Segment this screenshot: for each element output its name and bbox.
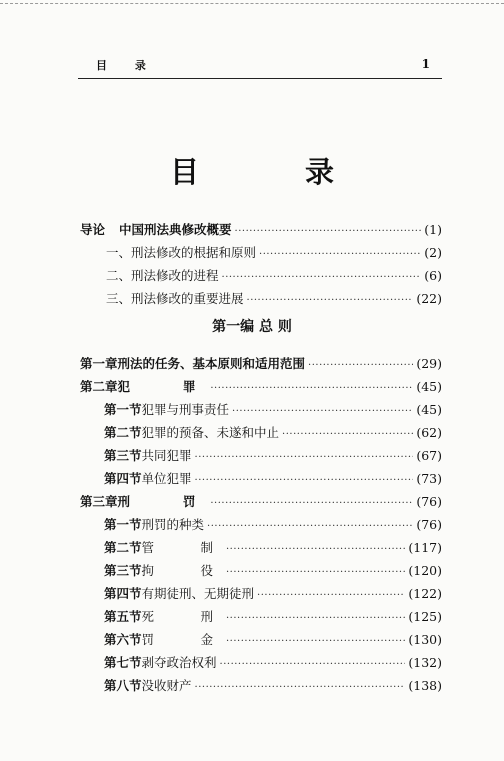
toc-entry-section[interactable] xyxy=(104,423,442,443)
toc-entry-section[interactable] xyxy=(104,584,442,604)
toc-entry-chapter-3[interactable] xyxy=(80,492,442,512)
toc-entry-intro-2[interactable] xyxy=(106,266,442,286)
toc-entry-page: (45) xyxy=(416,379,442,394)
running-header-page-number: 1 xyxy=(421,57,430,71)
toc-entry-page: (22) xyxy=(416,291,442,306)
toc-entry-section[interactable] xyxy=(104,676,442,696)
toc-entry-page: (2) xyxy=(424,245,442,260)
section-title: 犯罪的预备、未遂和中止 xyxy=(141,425,280,440)
section-label: 第三节 xyxy=(104,563,142,578)
toc-entry-page: (29) xyxy=(416,356,442,371)
leader-dots xyxy=(226,636,405,647)
leader-dots xyxy=(257,590,405,601)
toc-entry-section[interactable] xyxy=(104,607,442,627)
toc-entry-intro-title: 中国刑法典修改概要 xyxy=(119,222,232,237)
section-label: 第一节 xyxy=(104,517,142,532)
section-label: 第二节 xyxy=(104,425,142,440)
leader-dots xyxy=(259,249,421,260)
leader-dots xyxy=(282,429,413,440)
part-heading: 第一编 总 则 xyxy=(212,319,292,335)
leader-dots xyxy=(210,498,413,509)
scan-edge-line xyxy=(0,3,504,4)
chapter-title: 刑 罚 xyxy=(117,494,208,509)
toc-entry-page: (76) xyxy=(416,517,442,532)
toc-entry-section[interactable] xyxy=(104,515,442,535)
toc-entry-page: (125) xyxy=(408,609,442,624)
leader-dots xyxy=(308,360,413,371)
leader-dots xyxy=(247,295,414,306)
intro-label: 导论 xyxy=(80,222,106,237)
leader-dots xyxy=(235,226,422,237)
chapter-title: 犯 罪 xyxy=(117,379,208,394)
section-title: 罚 金 xyxy=(141,632,223,647)
toc-entry-page: (73) xyxy=(416,471,442,486)
toc-entry-page: (62) xyxy=(416,425,442,440)
toc-entry-page: (45) xyxy=(416,402,442,417)
toc-entry-section[interactable] xyxy=(104,400,442,420)
toc-entry-page: (67) xyxy=(416,448,442,463)
header-rule xyxy=(78,78,442,79)
toc-entry-chapter-1[interactable] xyxy=(80,354,442,374)
toc-entry-page: (6) xyxy=(424,268,442,283)
section-title: 死 刑 xyxy=(141,609,223,624)
toc-entry-page: (132) xyxy=(408,655,442,670)
running-header-title: 目 录 xyxy=(96,59,158,72)
toc-entry-section[interactable] xyxy=(104,469,442,489)
leader-dots xyxy=(226,567,405,578)
leader-dots xyxy=(210,383,413,394)
chapter-title: 刑法的任务、基本原则和适用范围 xyxy=(117,356,306,371)
page-title: 目 录 xyxy=(169,155,383,189)
section-title: 剥夺政治权利 xyxy=(141,655,217,670)
leader-dots xyxy=(222,272,422,283)
section-label: 第四节 xyxy=(104,471,142,486)
leader-dots xyxy=(226,613,405,624)
toc-entry-page: (117) xyxy=(408,540,442,555)
toc-entry-intro-label xyxy=(80,220,105,238)
toc-entry-page: (130) xyxy=(408,632,442,647)
section-title: 共同犯罪 xyxy=(141,448,192,463)
leader-dots xyxy=(226,544,405,555)
leader-dots xyxy=(220,659,406,670)
toc-entry-section[interactable] xyxy=(104,538,442,558)
toc-entry-title: 二、刑法修改的进程 xyxy=(106,268,219,283)
section-label: 第八节 xyxy=(104,678,142,693)
chapter-label: 第三章 xyxy=(80,494,118,509)
chapter-label: 第二章 xyxy=(80,379,118,394)
leader-dots xyxy=(195,682,406,693)
section-label: 第四节 xyxy=(104,586,142,601)
section-label: 第六节 xyxy=(104,632,142,647)
toc-entry-intro-1[interactable] xyxy=(106,243,442,263)
section-title: 有期徒刑、无期徒刑 xyxy=(141,586,255,601)
toc-entry-page: (138) xyxy=(408,678,442,693)
section-label: 第五节 xyxy=(104,609,142,624)
toc-entry-page: (76) xyxy=(416,494,442,509)
section-title: 拘 役 xyxy=(141,563,223,578)
toc-entry-page: (1) xyxy=(424,222,442,237)
section-label: 第二节 xyxy=(104,540,142,555)
toc-entry-intro[interactable] xyxy=(80,220,442,240)
toc-entry-title: 三、刑法修改的重要进展 xyxy=(106,291,244,306)
section-title: 单位犯罪 xyxy=(141,471,192,486)
leader-dots xyxy=(195,452,414,463)
chapter-label: 第一章 xyxy=(80,356,118,371)
section-label: 第七节 xyxy=(104,655,142,670)
toc-entry-chapter-2[interactable] xyxy=(80,377,442,397)
toc-entry-intro-3[interactable] xyxy=(106,289,442,309)
section-title: 刑罚的种类 xyxy=(141,517,205,532)
toc-entry-section[interactable] xyxy=(104,561,442,581)
toc-entry-page: (122) xyxy=(408,586,442,601)
section-label: 第三节 xyxy=(104,448,142,463)
toc-entry-page: (120) xyxy=(408,563,442,578)
running-header xyxy=(78,57,442,73)
leader-dots xyxy=(195,475,414,486)
toc-entry-section[interactable] xyxy=(104,653,442,673)
toc-entry-section[interactable] xyxy=(104,630,442,650)
section-label: 第一节 xyxy=(104,402,142,417)
section-title: 没收财产 xyxy=(141,678,192,693)
section-title: 犯罪与刑事责任 xyxy=(141,402,230,417)
toc-entry-title: 一、刑法修改的根据和原则 xyxy=(106,245,257,260)
leader-dots xyxy=(232,406,413,417)
toc-entry-section[interactable] xyxy=(104,446,442,466)
section-title: 管 制 xyxy=(141,540,223,555)
leader-dots xyxy=(207,521,413,532)
